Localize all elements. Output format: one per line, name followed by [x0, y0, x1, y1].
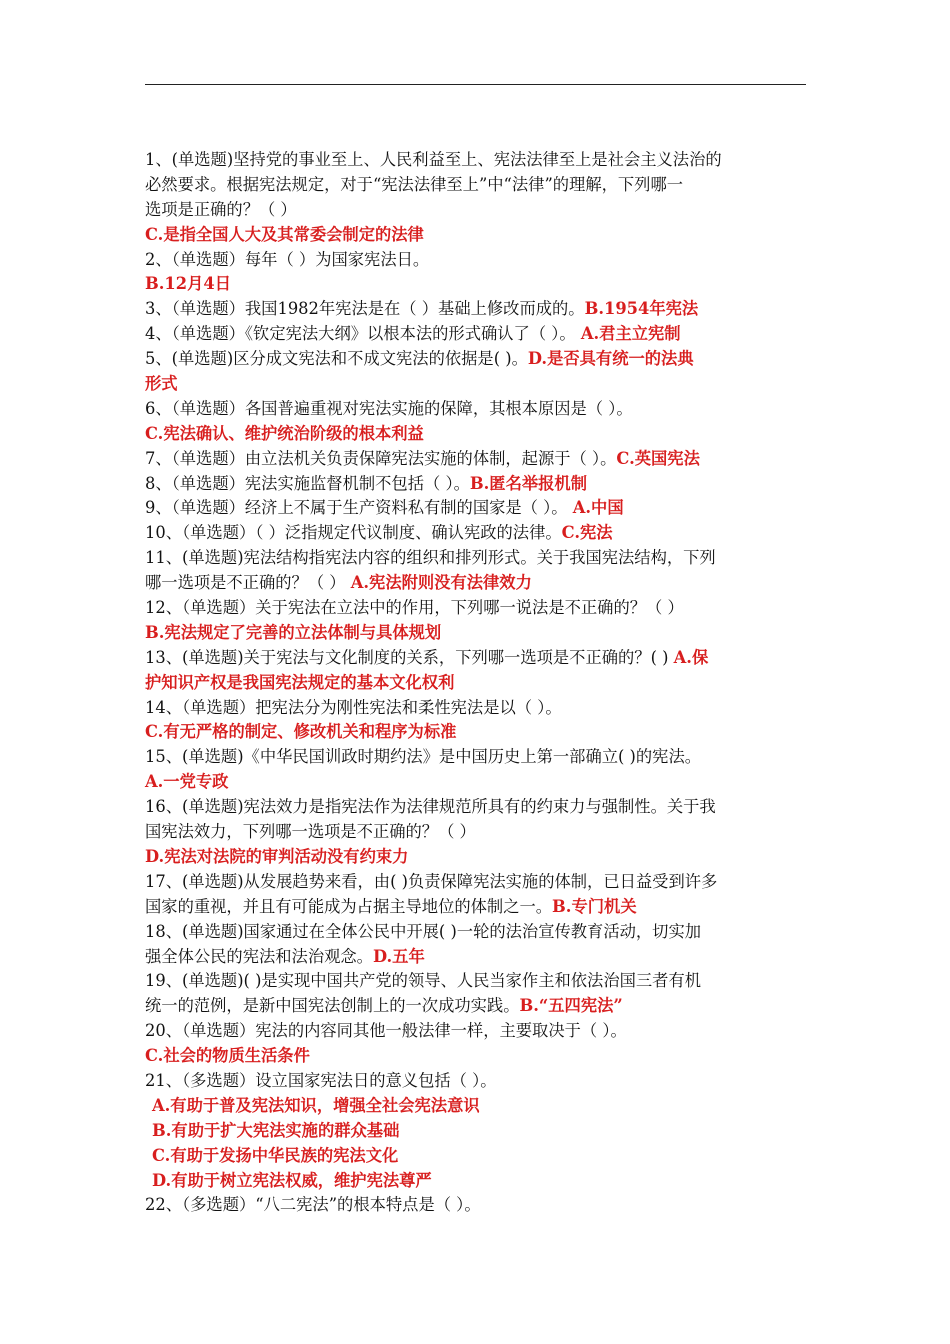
question-text: 国家的重视，并且有可能成为占据主导地位的体制之一。 [145, 896, 553, 916]
text-line [145, 372, 811, 397]
text-line [145, 322, 811, 347]
question-text: 哪一选项是不正确的？（ ） [145, 573, 351, 593]
answer-text: B.12月4日 [145, 274, 231, 294]
text-line [145, 969, 811, 994]
text-line [145, 422, 811, 447]
question-text: 13、(单选题)关于宪法与文化制度的关系，下列哪一选项是不正确的？( ) [145, 647, 674, 667]
answer-text: D.是否具有统一的法典 [527, 349, 694, 369]
text-line [145, 1094, 811, 1119]
text-line [145, 745, 811, 770]
text-line [145, 671, 811, 696]
text-line [145, 696, 811, 721]
text-line [145, 646, 811, 671]
text-line [145, 945, 811, 970]
text-line [145, 1119, 811, 1144]
question-text: 20、（单选题）宪法的内容同其他一般法律一样，主要取决于（ ）。 [145, 1021, 627, 1041]
text-line [145, 845, 811, 870]
text-line [145, 1069, 811, 1094]
text-line [145, 297, 811, 322]
answer-text: D.有助于树立宪法权威，维护宪法尊严 [152, 1170, 432, 1190]
question-text: 8、（单选题）宪法实施监督机制不包括（ ）。 [145, 473, 470, 493]
question-text: 4、（单选题）《钦定宪法大纲》以根本法的形式确认了（ ）。 [145, 324, 581, 344]
question-text: 强全体公民的宪法和法治观念。 [145, 946, 373, 966]
answer-text: C.英国宪法 [616, 448, 700, 468]
question-text: 15、(单选题)《中华民国训政时期约法》是中国历史上第一部确立( )的宪法。 [145, 747, 702, 767]
question-text: 21、（多选题）设立国家宪法日的意义包括（ ）。 [145, 1070, 497, 1090]
answer-text: 形式 [145, 374, 178, 394]
answer-text: C.有助于发扬中华民族的宪法文化 [152, 1145, 399, 1165]
text-line [145, 621, 811, 646]
text-line [145, 272, 811, 297]
question-text: 国宪法效力，下列哪一选项是不正确的？（ ） [145, 822, 476, 842]
question-text: 19、(单选题)( )是实现中国共产党的领导、人民当家作主和依法治国三者有机 [145, 971, 702, 991]
question-text: 16、(单选题)宪法效力是指宪法作为法律规范所具有的约束力与强制性。关于我 [145, 797, 716, 817]
text-line [145, 1144, 811, 1169]
header-rule [145, 84, 806, 85]
answer-text: A.君主立宪制 [580, 324, 681, 344]
text-line [145, 720, 811, 745]
text-line [145, 521, 811, 546]
question-list [145, 148, 811, 1218]
answer-text: A.有助于普及宪法知识，增强全社会宪法意识 [152, 1095, 480, 1115]
question-text: 统一的范例，是新中国宪法创制上的一次成功实践。 [145, 996, 520, 1016]
question-text: 9、（单选题）经济上不属于生产资料私有制的国家是（ ）。 [145, 498, 573, 518]
text-line [145, 248, 811, 273]
answer-text: C.有无严格的制定、修改机关和程序为标准 [145, 722, 457, 742]
answer-text: B.有助于扩大宪法实施的群众基础 [152, 1120, 400, 1140]
answer-text: A.宪法附则没有法律效力 [350, 573, 532, 593]
question-text: 17、(单选题)从发展趋势来看，由( )负责保障宪法实施的体制，已日益受到许多 [145, 871, 718, 891]
text-line [145, 173, 811, 198]
question-text: 5、(单选题)区分成文宪法和不成文宪法的依据是( )。 [145, 349, 528, 369]
question-text: 2、（单选题）每年（ ）为国家宪法日。 [145, 249, 430, 269]
answer-text: B.匿名举报机制 [469, 473, 587, 493]
text-line [145, 920, 811, 945]
question-text: 必然要求。根据宪法规定，对于“宪法法律至上”中“法律”的理解，下列哪一 [145, 174, 684, 194]
answer-text: 护知识产权是我国宪法规定的基本文化权利 [145, 672, 455, 692]
question-text: 22、（多选题）“八二宪法”的根本特点是（ ）。 [145, 1195, 481, 1215]
question-text: 1、(单选题)坚持党的事业至上、人民利益至上、宪法法律至上是社会主义法治的 [145, 150, 722, 169]
question-text: 6、（单选题）各国普遍重视对宪法实施的保障，其根本原因是（ ）。 [145, 398, 633, 418]
answer-text: D.宪法对法院的审判活动没有约束力 [145, 846, 409, 866]
text-line [145, 895, 811, 920]
question-text: 11、(单选题)宪法结构指宪法内容的组织和排列形式。关于我国宪法结构，下列 [145, 548, 716, 568]
text-line [145, 546, 811, 571]
text-line [145, 870, 811, 895]
answer-text: C.社会的物质生活条件 [145, 1046, 310, 1066]
answer-text: A.一党专政 [145, 772, 229, 792]
text-line [145, 1044, 811, 1069]
text-line [145, 1019, 811, 1044]
text-line [145, 148, 811, 173]
text-line [145, 795, 811, 820]
question-text: 12、（单选题）关于宪法在立法中的作用，下列哪一说法是不正确的？（ ） [145, 598, 684, 618]
text-line [145, 1193, 811, 1218]
text-line [145, 994, 811, 1019]
text-line [145, 198, 811, 223]
question-text: 选项是正确的？（ ） [145, 199, 297, 219]
text-line [145, 770, 811, 795]
answer-text: C.宪法 [561, 523, 613, 543]
text-line [145, 596, 811, 621]
text-line [145, 472, 811, 497]
question-text: 3、（单选题）我国1982年宪法是在（ ）基础上修改而成的。 [145, 299, 585, 319]
answer-text: C.宪法确认、维护统治阶级的根本利益 [145, 423, 424, 443]
text-line [145, 820, 811, 845]
answer-text: C.是指全国人大及其常委会制定的法律 [145, 224, 424, 244]
text-line [145, 223, 811, 248]
answer-text: B.宪法规定了完善的立法体制与具体规划 [145, 622, 442, 642]
answer-text: A.保 [673, 647, 709, 667]
question-text: 10、（单选题）（ ）泛指规定代议制度、确认宪政的法律。 [145, 523, 562, 543]
text-line [145, 1169, 811, 1194]
question-text: 14、（单选题）把宪法分为刚性宪法和柔性宪法是以（ ）。 [145, 697, 562, 717]
answer-text: D.五年 [372, 946, 425, 966]
answer-text: B.“五四宪法” [519, 996, 623, 1016]
text-line [145, 447, 811, 472]
answer-text: B.1954年宪法 [584, 299, 699, 319]
text-line [145, 397, 811, 422]
text-line [145, 347, 811, 372]
question-text: 18、(单选题)国家通过在全体公民中开展( )一轮的法治宣传教育活动，切实加 [145, 921, 702, 941]
answer-text: A.中国 [572, 498, 624, 518]
question-text: 7、（单选题）由立法机关负责保障宪法实施的体制，起源于（ ）。 [145, 448, 617, 468]
answer-text: B.专门机关 [552, 896, 637, 916]
text-line [145, 571, 811, 596]
text-line [145, 496, 811, 521]
